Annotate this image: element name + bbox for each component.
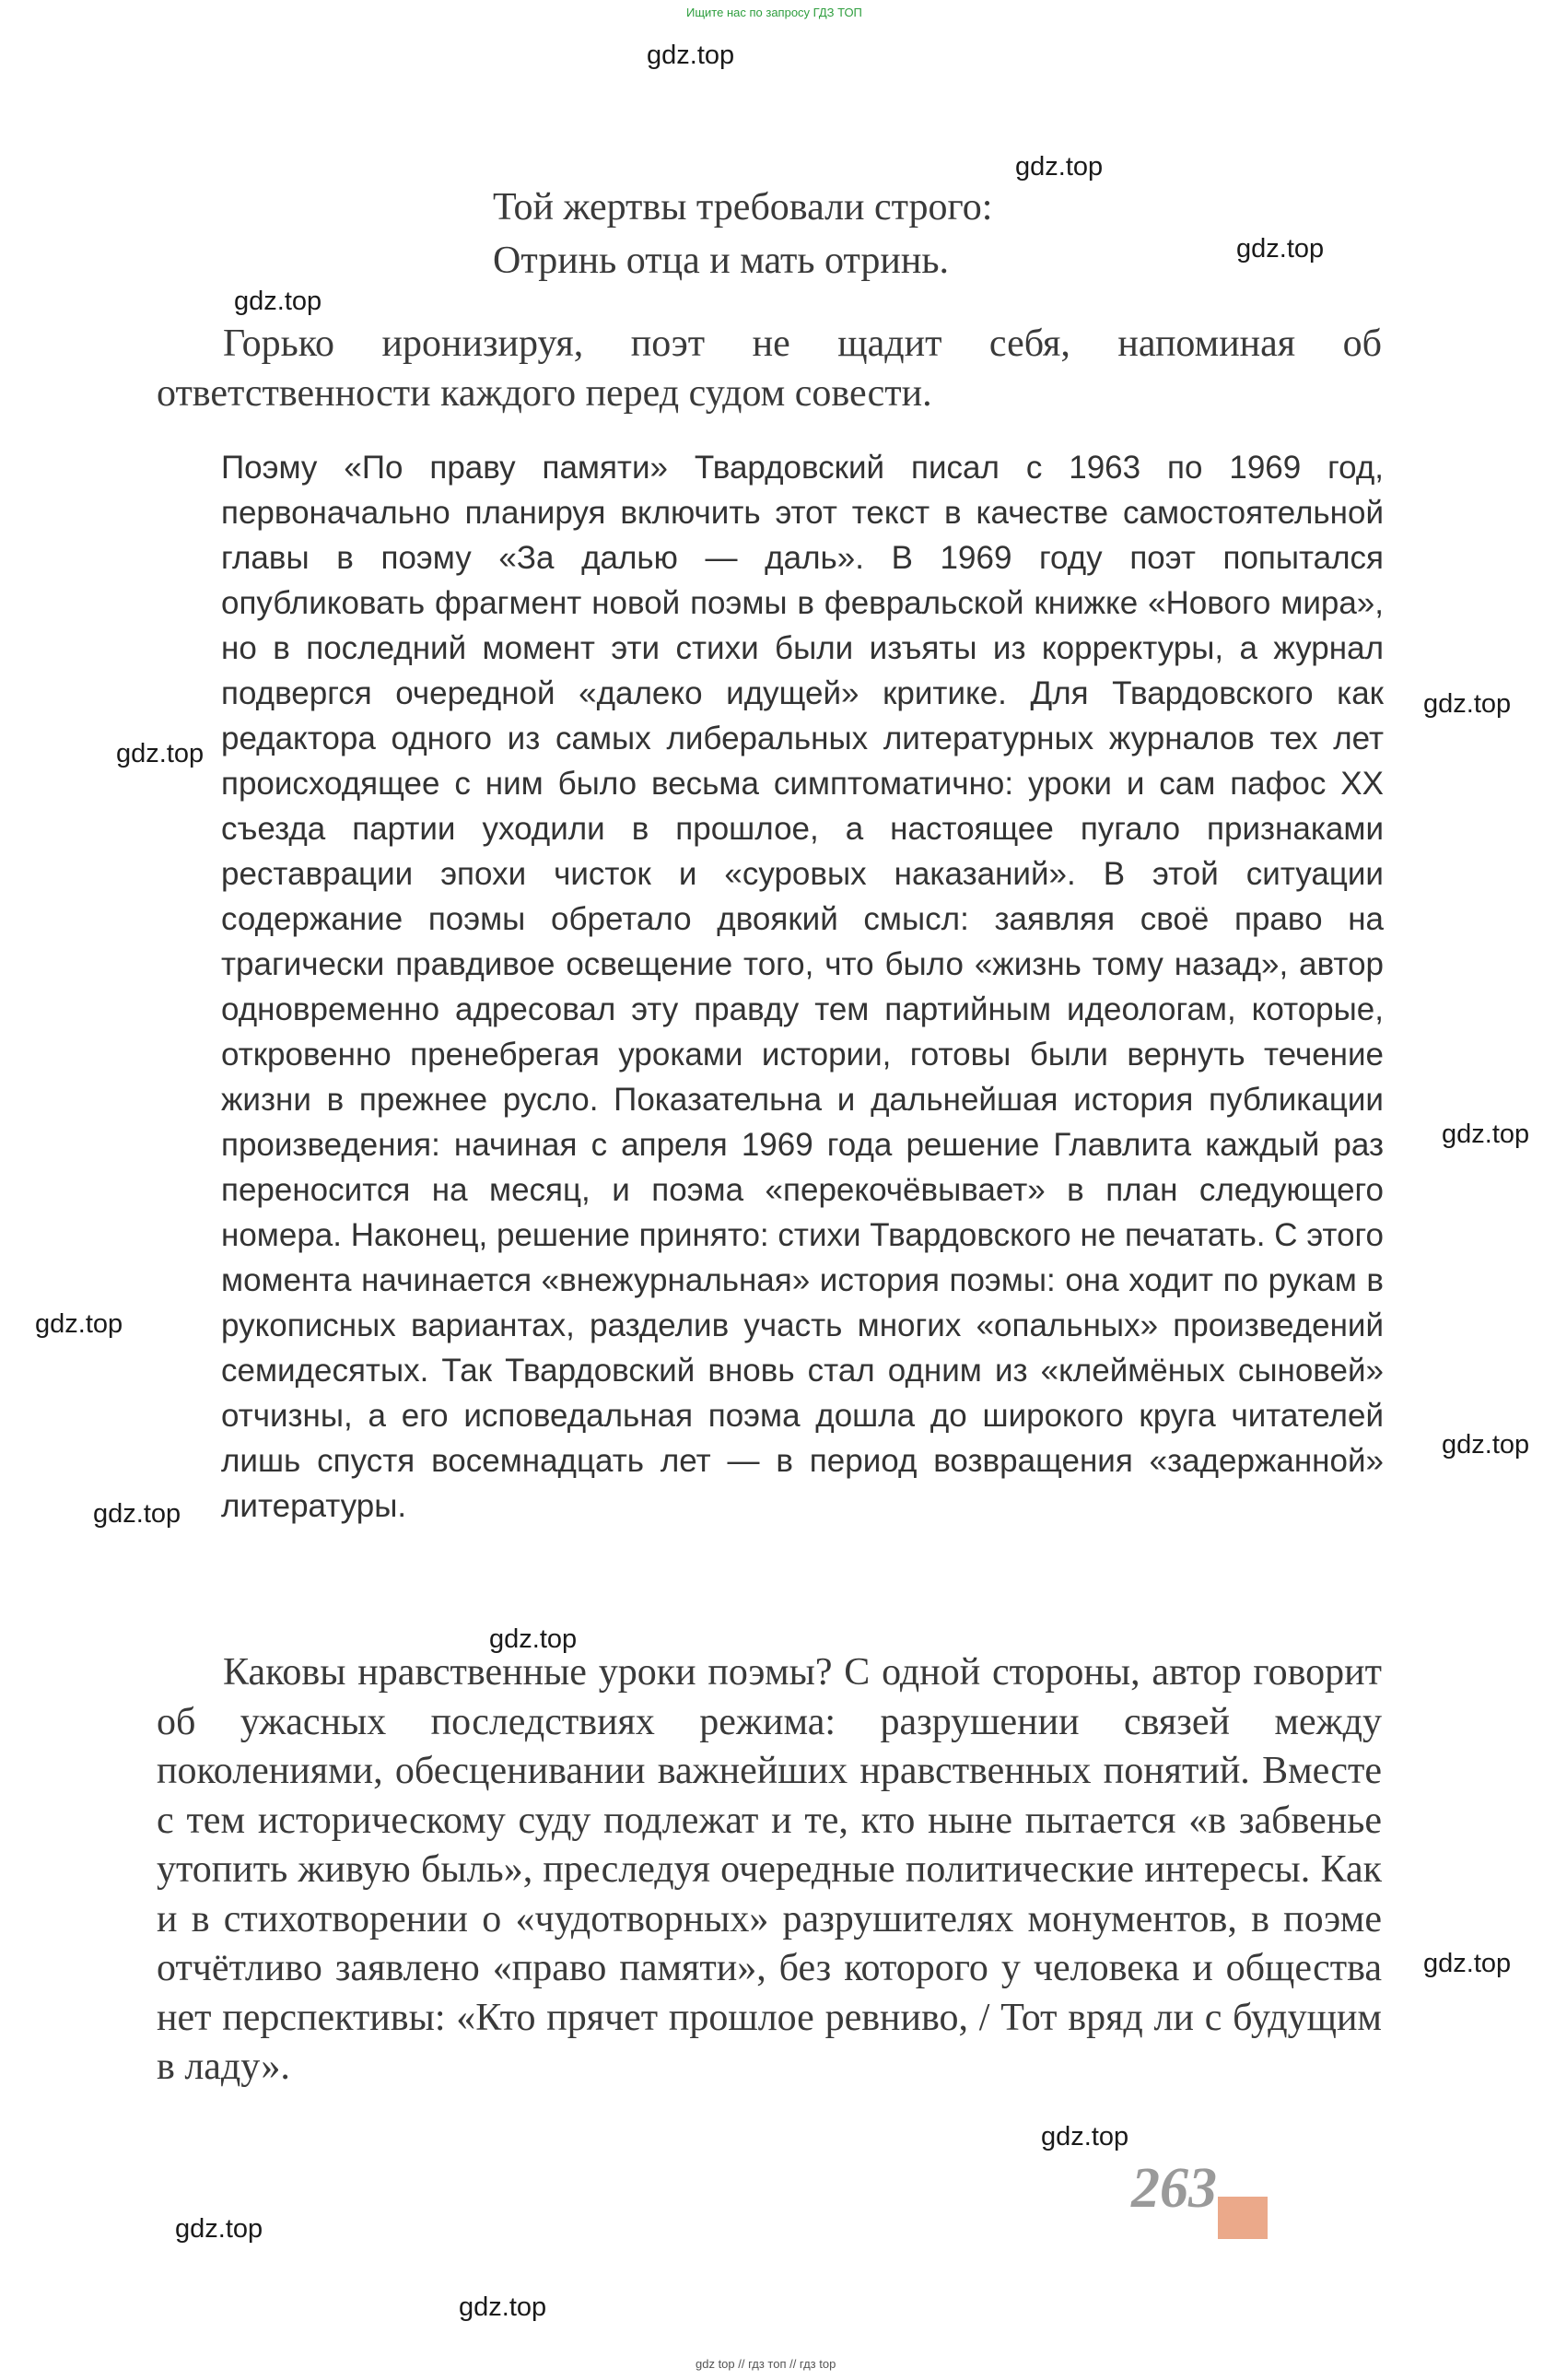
- watermark: gdz.top: [1236, 234, 1325, 264]
- watermark: gdz.top: [1423, 689, 1512, 719]
- watermark: gdz.top: [489, 1624, 578, 1654]
- body-paragraph: Каковы нравственные уроки поэмы? С одной стороны, автор говорит об ужасных последствиях режима: разрушении связей между поколениями, обесценивании важнейших нравственных понятий. Вместе с тем историческому суду подлежат и те, кто ныне пытается «в забвенье утопить живую быль», преследуя очередные политические интересы. Как и в стихотворении о «чудотворных» разрушителях монументов, в поэме отчётливо заявлено «право памяти», без которого у человека и общества нет перспективы: «Кто прячет прошлое ревниво, / Тот вряд ли с будущим в ладу».: [157, 1651, 1382, 2088]
- watermark: gdz.top: [1442, 1430, 1530, 1460]
- info-block: Поэму «По праву памяти» Твардовский писал с 1963 по 1969 год, первоначально планируя включить этот текст в качестве самостоятельной главы в поэму «За далью — даль». В 1969 году поэт попытался опубликовать фрагмент новой поэмы в февральской книжке «Нового мира», но в последний момент эти стихи были изъяты из корректуры, а журнал подвергся очередной «далеко идущей» критике. Для Твардовского как редактора одного из самых либеральных литературных журналов тех лет происходящее с ним было весьма симптоматично: уроки и сам пафос XX съезда партии уходили в прошлое, а настоящее пугало признаками реставрации эпохи чисток и «суровых наказаний». В этой ситуации содержание поэмы обретало двоякий смысл: заявляя своё право на трагически правдивое освещение того, что было «жизнь тому назад», автор одновременно адресовал эту правду тем партийным идеологам, которые, откровенно пренебрегая уроками истории, готовы были вернуть течение жизни в прежнее русло. Показательна и дальнейшая история публикации произведения: начиная с апреля 1969 года решение Главлита каждый раз переносится на месяц, и поэма «перекочёвывает» в план следующего номера. Наконец, решение принято: стихи Твардовского не печатать. С этого момента начинается «внежурнальная» история поэмы: она ходит по рукам в рукописных вариантах, разделив участь многих «опальных» произведений семидесятых. Так Твардовский вновь стал одним из «клеймёных сыновей» отчизны, а его исповедальная поэма дошла до широкого круга читателей лишь спустя восемнадцать лет — в период возвращения «задержанной» литературы.: [221, 450, 1384, 1524]
- body-paragraph: Горько иронизируя, поэт не щадит себя, напоминая об ответственности каждого перед судом совести.: [157, 322, 1382, 415]
- verse-line: Той жертвы требовали строго:: [493, 186, 993, 229]
- watermark: gdz.top: [1015, 152, 1104, 182]
- page-corner-tab: [1218, 2197, 1268, 2239]
- watermark: gdz.top: [35, 1309, 123, 1339]
- watermark: gdz.top: [1442, 1120, 1530, 1149]
- watermark: gdz.top: [1423, 1949, 1512, 1978]
- watermark: gdz.top: [647, 41, 735, 70]
- watermark: gdz.top: [116, 739, 205, 768]
- watermark: gdz.top: [234, 287, 322, 316]
- watermark: gdz.top: [1041, 2122, 1129, 2151]
- footer-links: gdz top // гдз топ // гдз top: [696, 2357, 836, 2371]
- watermark: gdz.top: [175, 2214, 263, 2244]
- page-number: 263: [1131, 2157, 1217, 2220]
- top-banner: Ищите нас по запросу ГДЗ ТОП: [686, 6, 862, 19]
- verse-line: Отринь отца и мать отринь.: [493, 240, 949, 282]
- verse-quote: [493, 181, 992, 287]
- watermark: gdz.top: [459, 2292, 547, 2322]
- watermark: gdz.top: [93, 1499, 181, 1529]
